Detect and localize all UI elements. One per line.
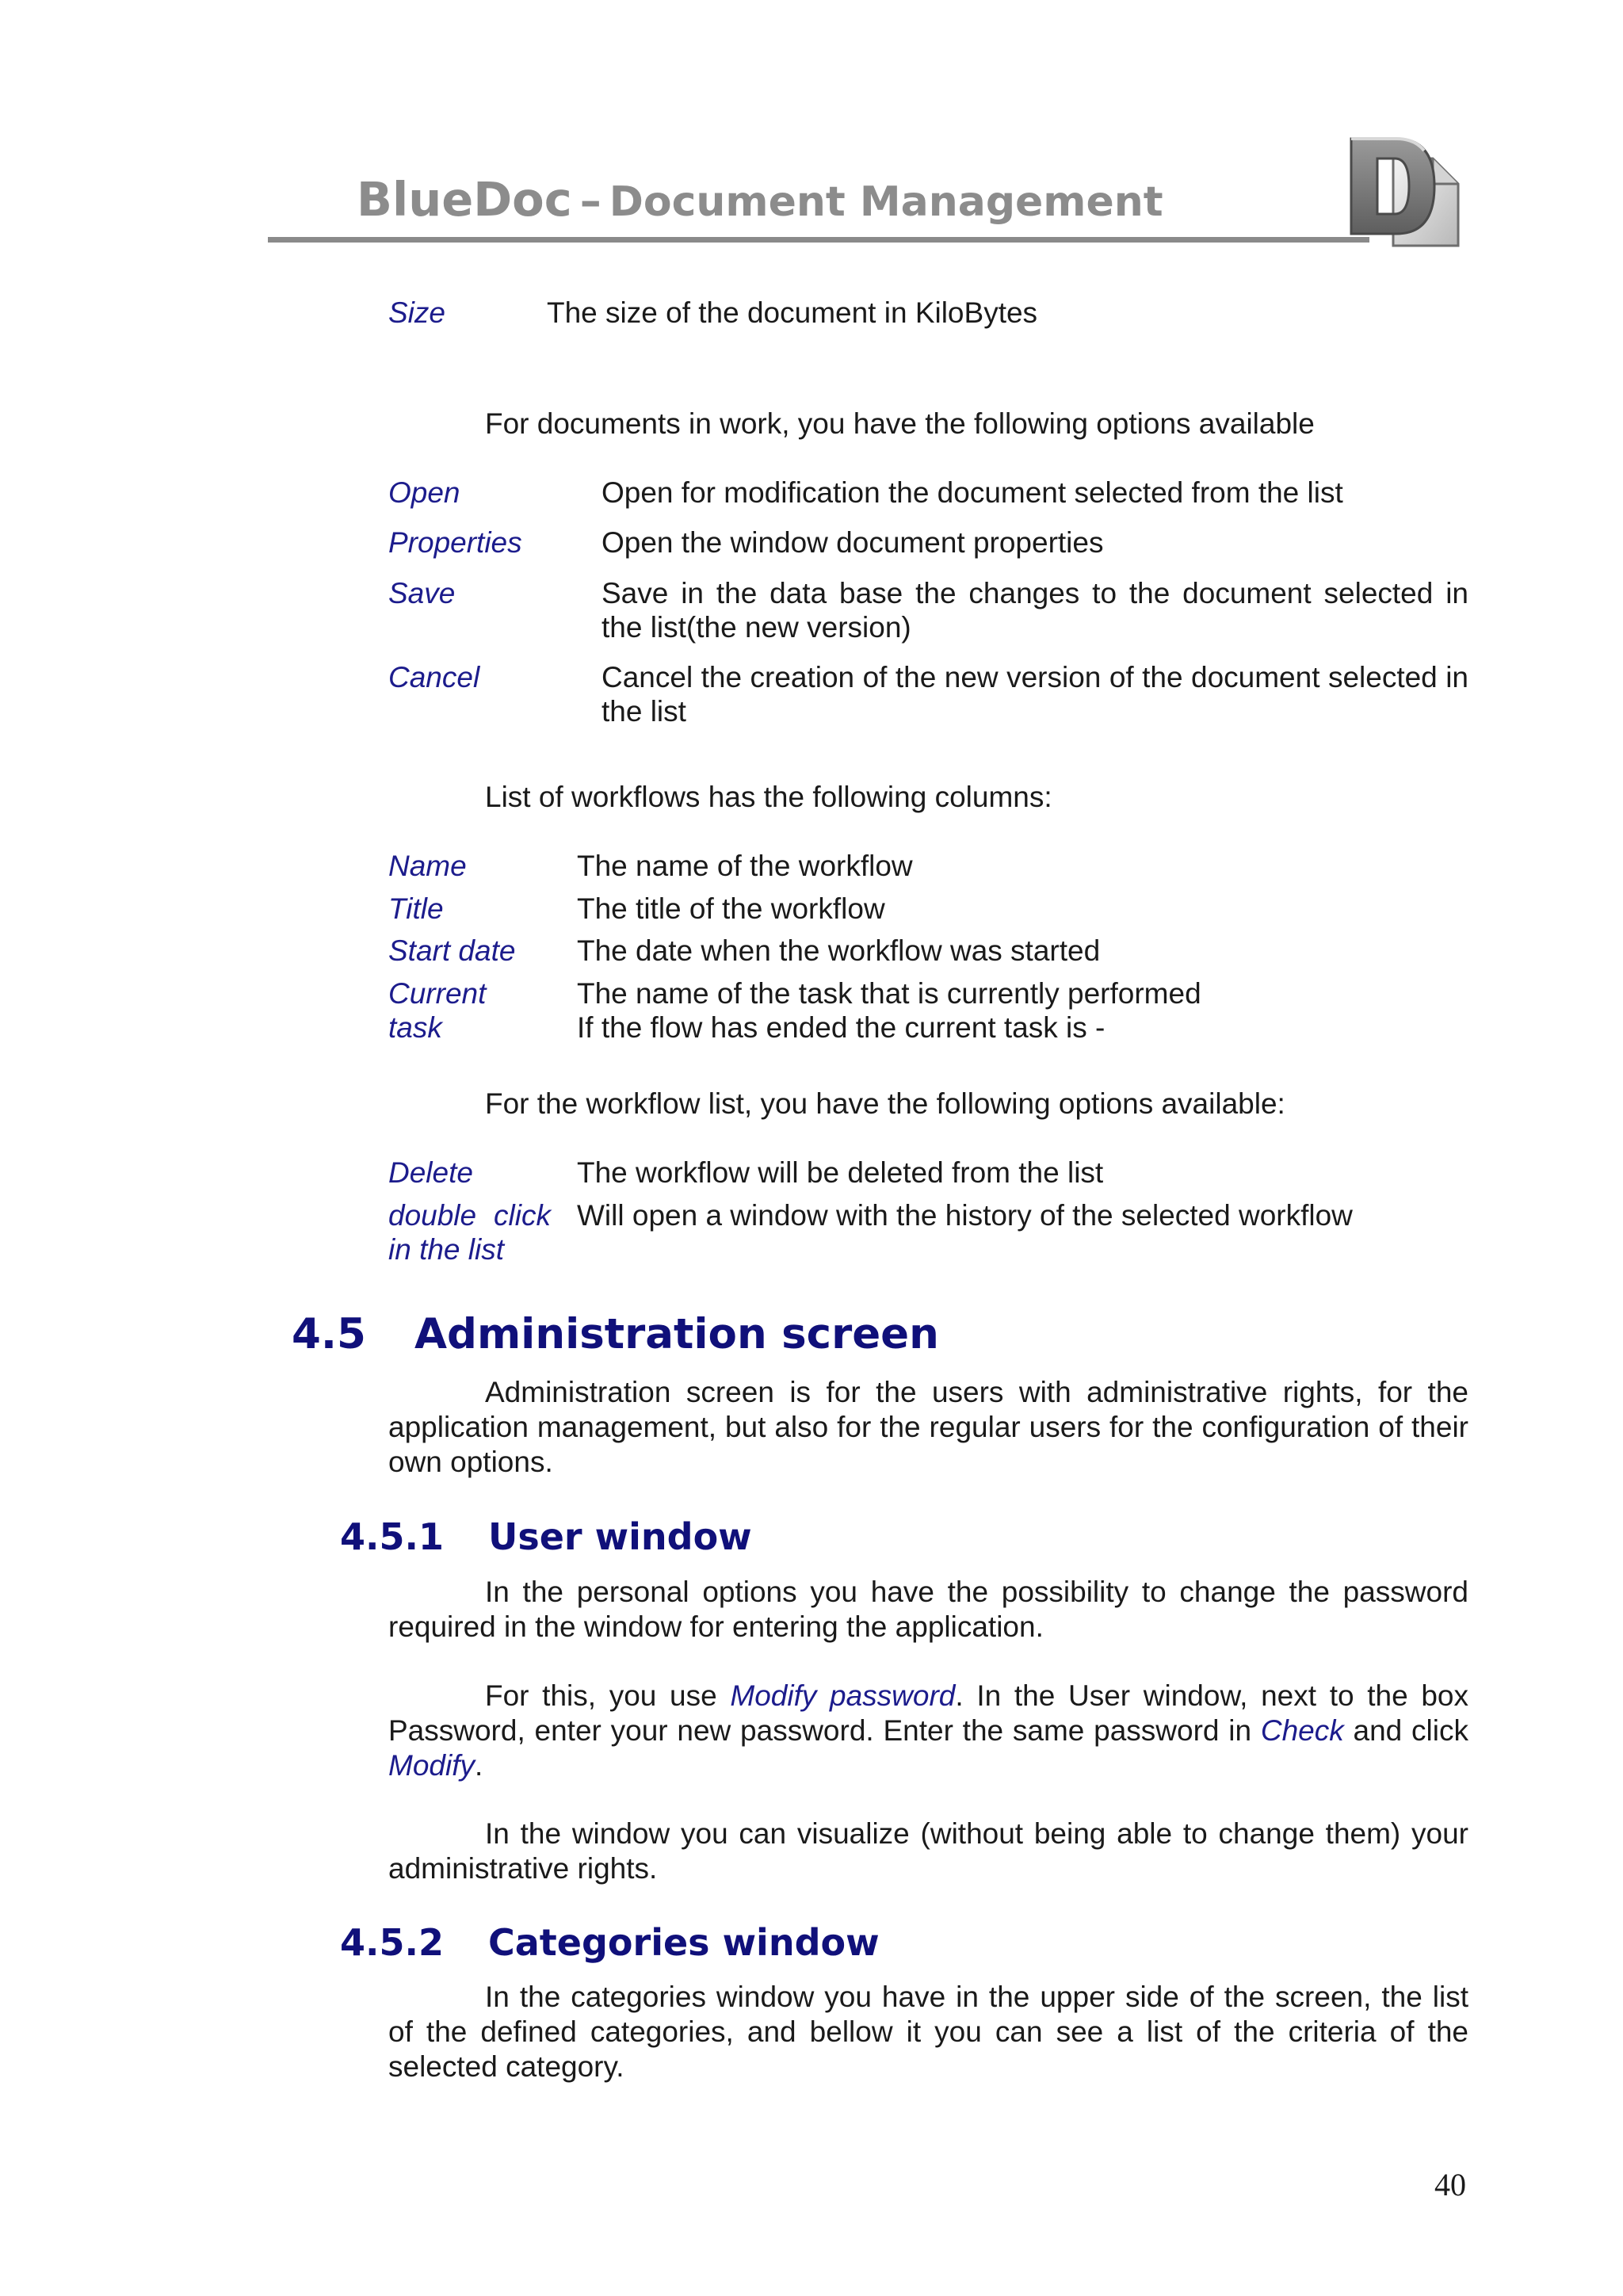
desc-double-click: Will open a window with the history of the selected workflow: [577, 1199, 1353, 1232]
section-4-5-number: 4.5: [292, 1310, 366, 1358]
header-brand: BlueDoc: [357, 172, 572, 227]
section-4-5-1-title: User window: [488, 1515, 752, 1558]
term-current-task-line1: Current: [388, 977, 487, 1010]
section-4-5-2-title: Categories window: [488, 1921, 880, 1964]
desc-start-date: The date when the workflow was started: [577, 934, 1101, 967]
term-double-click: [388, 1198, 551, 1266]
desc-current-task-line2: If the flow has ended the current task is -: [577, 1011, 1106, 1044]
desc-delete: The workflow will be deleted from the list: [577, 1156, 1104, 1189]
desc-title: The title of the workflow: [577, 892, 885, 925]
term-open: Open: [388, 476, 460, 509]
section-4-5-1-p3: In the window you can visualize (without being able to change them) your administrative rights.: [388, 1817, 1468, 1885]
desc-open: Open for modification the document selected from the list: [601, 476, 1343, 509]
section-4-5-text: Administration screen is for the users with administrative rights, for the application management, but also for the regular users for the configuration of their own options.: [388, 1376, 1468, 1478]
term-title: Title: [388, 892, 444, 925]
header-rule: [268, 237, 1369, 243]
term-name: Name: [388, 850, 467, 882]
kw-modify-password: Modify password: [730, 1679, 956, 1712]
kw-modify: Modify: [388, 1749, 475, 1782]
section-4-5-title: Administration screen: [414, 1310, 939, 1358]
desc-current-task: [577, 976, 1468, 1045]
desc-cancel: Cancel the creation of the new version of the document selected in the list: [601, 661, 1468, 728]
term-current-task-line2: task: [388, 1011, 442, 1044]
document-header-title: [357, 172, 1163, 227]
term-current-task: [388, 976, 486, 1045]
section-4-5-1-p2: For this, you use Modify password. In the User window, next to the box Password, enter your new password. Enter the same password in Check and click Modify.: [388, 1679, 1468, 1782]
term-delete: Delete: [388, 1156, 473, 1189]
section-4-5-2-p1: In the categories window you have in the upper side of the screen, the list of the defined categories, and bellow it you can see a list of the criteria of the selected category.: [388, 1981, 1468, 2083]
term-properties: Properties: [388, 526, 522, 559]
desc-name: The name of the workflow: [577, 850, 913, 882]
workflow-columns-intro: List of workflows has the following columns:: [485, 781, 1052, 813]
section-4-5-1-number: 4.5.1: [340, 1515, 444, 1558]
doc-options-intro: For documents in work, you have the following options available: [485, 407, 1315, 440]
desc-current-task-line1: The name of the task that is currently performed: [577, 977, 1201, 1010]
header-subtitle: Document Management: [609, 178, 1163, 226]
term-start-date: Start date: [388, 934, 516, 967]
workflow-options-intro: For the workflow list, you have the following options available:: [485, 1087, 1285, 1120]
term-save: Save: [388, 577, 456, 609]
bluedoc-logo-icon: [1347, 135, 1466, 254]
desc-properties: Open the window document properties: [601, 526, 1104, 559]
term-size: Size: [388, 296, 445, 329]
section-4-5-1-p1: In the personal options you have the possibility to change the password required in the window for entering the application.: [388, 1576, 1468, 1643]
desc-save: Save in the data base the changes to the document selected in the list(the new version): [601, 577, 1468, 644]
term-double-click-line1: double click: [388, 1199, 551, 1232]
header-dash: –: [579, 176, 601, 226]
page-number: 40: [1434, 2167, 1466, 2202]
section-4-5-2-number: 4.5.2: [340, 1921, 444, 1964]
term-double-click-line2: in the list: [388, 1233, 505, 1266]
term-cancel: Cancel: [388, 661, 480, 693]
kw-check: Check: [1260, 1714, 1344, 1747]
desc-size: The size of the document in KiloBytes: [547, 296, 1038, 329]
